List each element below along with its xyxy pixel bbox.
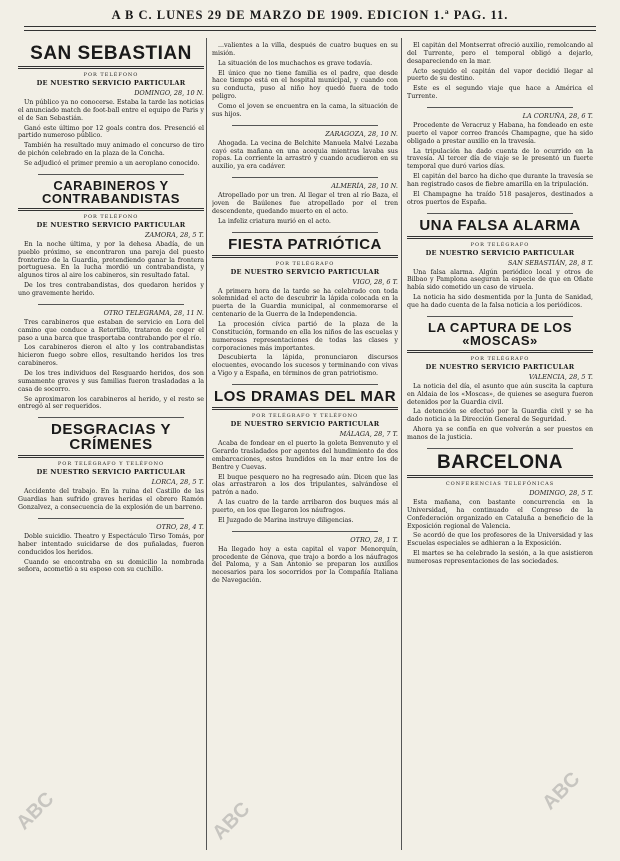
article-body: [212, 42, 398, 119]
service-line: DE NUESTRO SERVICIO PARTICULAR: [36, 220, 186, 229]
article: [18, 523, 204, 574]
paragraph: La noticia del día, el asunto que aún suscita la captura en Aldaia de los «Moscas», de quienes se asegura fueron detenidos por la Guardia civil.: [407, 382, 593, 406]
paragraph: La infeliz criatura murió en el acto.: [218, 217, 331, 225]
headline-rule: [18, 66, 204, 69]
dispatch-via: POR TELÉGRAFO: [470, 241, 530, 248]
paragraph: A las cuatro de la tarde arribaron dos buques más al puerto, en los que llegaron los náufragos.: [212, 499, 398, 514]
article-divider: [38, 518, 184, 519]
article-body: [407, 499, 593, 566]
article-body: [18, 319, 204, 411]
dispatch-via: POR TELÉGRAFO: [470, 355, 530, 362]
watermark-left: ABC: [12, 788, 59, 835]
header-rule-bottom: [24, 30, 596, 31]
article-body: [212, 288, 398, 378]
paragraph: Esta mañana, con bastante concurrencia en la Universidad, ha continuado el Congreso de la Confederación organizado en Cataluña a beneficio de la Exposición regional de Valencia.: [407, 498, 593, 530]
article: [18, 309, 204, 411]
article-divider: [38, 417, 184, 418]
header-rule-top: [24, 26, 596, 27]
paragraph: Ha llegado hoy a esta capital el vapor Menorquín, procedente de Génova, que trajo a bordo a los náufragos del Paloma, y a San Antonio se preparan los auxilios necesarios para los socorridos por la Compañía Italiana de Navegación.: [212, 545, 398, 585]
page-header: A B C. LUNES 29 DE MARZO DE 1909. EDICION 1.ª PAG. 11.: [111, 8, 509, 22]
article-body: [407, 269, 593, 310]
dateline: OTRO TELEGRAMA, 28, 11 N.: [103, 308, 204, 317]
article: [407, 453, 593, 566]
article: [407, 42, 593, 101]
article-body: [407, 383, 593, 442]
article-divider: [232, 125, 378, 126]
article-divider: [232, 531, 378, 532]
article-divider: [38, 174, 184, 175]
paragraph: Como el joven se encuentra en la cama, la situación de sus hijos.: [212, 103, 398, 118]
column-divider-1: [206, 38, 207, 850]
dateline: ZAMORA, 28, 5 T.: [145, 230, 204, 239]
article: [212, 182, 398, 225]
paragraph: Se adjudicó el primer premio a un aeroplano conocido.: [24, 160, 200, 168]
paragraph: La procesión cívica partió de la plaza de la Constitución, formando en ella los niños de las escuelas y numerosas representaciones de todas las clases y corporaciones más importantes.: [212, 321, 398, 352]
dispatch-via: POR TELÉGRAFO Y TELÉFONO: [251, 413, 359, 420]
service-line: DE NUESTRO SERVICIO PARTICULAR: [36, 468, 186, 477]
paragraph: Un público ya no conocerse. Estaba la tarde las noticias el anunciado match de foot-ball entre el equipo de Paris y el de San Sebastián.: [18, 99, 204, 122]
paragraph: Se aproximaron los carabineros al herido, y el resto se entregó al ser requeridos.: [18, 395, 204, 411]
dateline: ZARAGOZA, 28, 10 N.: [325, 129, 398, 138]
paragraph: El Champagne ha traído 518 pasajeros, destinados a otros puertos de España.: [407, 190, 593, 206]
paragraph: La tripulación ha dado cuenta de lo ocurrido en la travesía. Al tercer día de viaje se le presentó un fuerte temporal que duró varios días.: [407, 147, 593, 171]
paragraph: En la noche última, y por la dehesa Abadía, de un pueblo próximo, se encontraron una pareja del puesto fronterizo de la Guardia, pretendiendo ganar la frontera portuguesa. En la lucha mordió un contrabandista, y algunos tiros al aire los cabineros, sin resultado fatal.: [18, 240, 204, 280]
paragraph: Una falsa alarma. Algún periódico local y otros de Bilbao y Pamplona aseguran la especie de que en Oñate había sido cometido un caso de viruela.: [407, 268, 593, 292]
article-body: [212, 440, 398, 525]
service-line: DE NUESTRO SERVICIO PARTICULAR: [425, 248, 575, 257]
article-headline: SAN SEBASTIAN: [30, 43, 192, 64]
paragraph: A primera hora de la tarde se ha celebrado con toda solemnidad el acto de descubrir la lápida colocada en la puerta de la Guardia municipal, al conmemorarse el centenario de la Guerra de la Independencia.: [212, 287, 398, 319]
headline-rule: [18, 208, 204, 211]
paragraph: Doble suicidio. Theatro y Espectáculo Tirso Tomás, por haber intentado suicidarse de dos puñaladas, fueron conducidos los heridos.: [18, 532, 204, 556]
article-divider: [427, 107, 573, 108]
article-divider: [232, 232, 378, 233]
article-body: [18, 533, 204, 574]
article: [407, 112, 593, 207]
article: [18, 422, 204, 512]
article-headline: CARABINEROS Y CONTRABANDISTAS: [42, 177, 180, 206]
paragraph: El martes se ha celebrado la sesión, a la que asistieron numerosas representaciones de las sociedades.: [407, 550, 593, 565]
paragraph: Cuando se encontraba en su domicilio la nombrada señora, acometió a su esposo con su cuchillo.: [18, 558, 204, 574]
article: [407, 321, 593, 442]
article-headline: UNA FALSA ALARMA: [419, 216, 581, 234]
paragraph: ...valientes a la villa, después de cuatro buques en su misión.: [212, 42, 398, 57]
article: [212, 237, 398, 378]
headline-rule: [407, 475, 593, 478]
paragraph: El Juzgado de Marina instruye diligencias.: [218, 516, 354, 524]
dispatch-via: POR TELÉFONO: [83, 213, 139, 220]
article-headline: FIESTA PATRIÓTICA: [228, 235, 382, 253]
dateline: OTRO, 28, 4 T.: [156, 522, 204, 531]
headline-rule: [407, 236, 593, 239]
paragraph: Se acordó de que los profesores de la Universidad y las Escuelas especiales se adhieran a la Exposición.: [407, 532, 593, 548]
article-body: [18, 241, 204, 298]
paragraph: Este es el segundo viaje que hace a América el Turrente.: [407, 85, 593, 101]
watermark-right: ABC: [538, 768, 585, 815]
paragraph: El capitán del barco ha dicho que durante la travesía se han registrado casos de fiebre amarilla en la tripulación.: [407, 173, 593, 189]
dispatch-via: POR TELÉGRAFO Y TELÉFONO: [57, 461, 165, 468]
article-body: [407, 122, 593, 207]
dateline: LORCA, 28, 5 T.: [151, 478, 204, 487]
dispatch-via: POR TELÉGRAFO: [275, 260, 335, 267]
paragraph: Accidente del trabajo. En la ruina del Castillo de las Guardias han sufrido graves heridas el obrero Ramón Gonzalvez, a consecuencia de la explosión de un barreno.: [18, 488, 204, 512]
headline-rule: [212, 255, 398, 258]
paragraph: La detención se efectuó por la Guardia civil y se ha dado noticia a la Dirección General de Seguridad.: [407, 408, 593, 424]
service-line: DE NUESTRO SERVICIO PARTICULAR: [230, 267, 380, 276]
article-headline: LOS DRAMAS DEL MAR: [213, 388, 397, 406]
article-headline: DESGRACIAS Y CRÍMENES: [51, 421, 171, 454]
paragraph: Los carabineros dieron el alto y los contrabandistas hicieron fuego sobre ellos, resultando heridos los tres carabineros.: [18, 344, 204, 368]
article-divider: [427, 213, 573, 214]
column-1: [18, 42, 204, 852]
article-headline: LA CAPTURA DE LOS «MOSCAS»: [427, 319, 573, 348]
dateline: SAN SEBASTIÁN, 28, 8 T.: [507, 258, 593, 267]
service-line: DE NUESTRO SERVICIO PARTICULAR: [425, 362, 575, 371]
paragraph: El buque pesquero no ha regresado aún. Dicen que las olas arrastraron a los dos tripulantes, salvándose el patrón a nado.: [212, 473, 398, 497]
paragraph: Ahogada. La vecina de Belchite Manuela Malvé Lezaba cayó esta mañana en una acequia mientras lavaba sus ropas. La corriente la arrastró y cuando acudieron en su auxilio, ya era cadáver.: [212, 139, 398, 171]
dateline: LA CORUÑA, 28, 6 T.: [522, 112, 593, 121]
paragraph: También ha resultado muy animado el concurso de tiro de pichón celebrado en la plaza de la Concha.: [18, 142, 204, 158]
article-body: [18, 488, 204, 512]
paragraph: El único que no tiene familia es el padre, que desde hace tiempo está en el hospital municipal, y cuando con su conducta, puso al niño hoy quedó fuera de todo peligro.: [212, 69, 398, 101]
paragraph: El capitán del Montserrat ofreció auxilio, remolcando al del Turrente, pero el temporal obligó a dejarlo, desapareciendo en la mar.: [407, 42, 593, 65]
article: [18, 179, 204, 298]
article-divider: [232, 384, 378, 385]
watermark-middle: ABC: [208, 798, 255, 845]
paragraph: Ganó este último por 12 goals contra dos. Presenció el partido numeroso público.: [18, 124, 204, 140]
dispatch-via: CONFERENCIAS TELEFÓNICAS: [445, 480, 555, 487]
article-divider: [38, 304, 184, 305]
dateline: VIGO, 28, 6 T.: [352, 277, 398, 286]
service-line: DE NUESTRO SERVICIO PARTICULAR: [230, 420, 380, 429]
headline-rule: [212, 407, 398, 410]
column-3: [407, 42, 593, 852]
article-divider: [427, 316, 573, 317]
column-2: [212, 42, 398, 852]
article: [18, 44, 204, 168]
paragraph: De los tres contrabandistas, dos quedaron heridos y uno gravemente herido.: [18, 282, 204, 298]
paragraph: La noticia ha sido desmentida por la Junta de Sanidad, que ha dado cuenta de la falsa noticia a los periódicos.: [407, 294, 593, 310]
article-headline: BARCELONA: [437, 451, 563, 473]
paragraph: De los tres individuos del Resguardo heridos, dos son sumamente graves y sus familias fueron trasladadas a la casa de socorro.: [18, 370, 204, 393]
paragraph: La situación de los muchachos es grave todavía.: [218, 59, 373, 67]
article-body: [212, 140, 398, 171]
paragraph: Acaba de fondear en el puerto la goleta Benvenuto y el Gerardo trasladados por agentes del hundimiento de dos embarcaciones, estos hundidos en la mar entre los de Bentre y Cuevas.: [212, 440, 398, 471]
article-divider: [232, 177, 378, 178]
paragraph: Acto seguido el capitán del vapor decidió llegar al puerto de su destino.: [407, 67, 593, 83]
paragraph: Ahora ya se confía en que volverán a ser puestos en manos de la justicia.: [407, 426, 593, 442]
article: [407, 218, 593, 310]
dispatch-via: POR TELÉFONO: [83, 72, 139, 78]
article: [212, 42, 398, 119]
headline-rule: [18, 455, 204, 458]
paragraph: Procedente de Veracruz y Habana, ha fondeado en este puerto el vapor correo francés Champagne, que ha sido obligado a prestar auxilio en la travesía.: [407, 122, 593, 145]
paragraph: Tres carabineros que estaban de servicio en Lora del camino que conduce a Retortillo, trataron de coger el paso a una barca que trasportaba contrabando por el río.: [18, 318, 204, 342]
article: [212, 536, 398, 585]
dateline: ALMERÍA, 28, 10 N.: [331, 182, 398, 191]
article: [212, 130, 398, 171]
article-body: [212, 192, 398, 225]
article-body: [18, 99, 204, 168]
dateline: MÁLAGA, 28, 7 T.: [339, 430, 398, 439]
dateline: OTRO, 28, 1 T.: [350, 535, 398, 544]
dateline: VALENCIA, 28, 5 T.: [528, 372, 593, 381]
dateline: DOMINGO, 28, 5 T.: [529, 488, 593, 497]
article: [212, 389, 398, 525]
dateline: DOMINGO, 28, 10 N.: [134, 89, 204, 97]
headline-rule: [407, 350, 593, 353]
paragraph: Atropellado por un tren. Al llegar el tren al río Baza, el joven de Baúlenes fue atropellado por el tren descendente, quedando muerto en el acto.: [212, 192, 398, 215]
article-body: [212, 546, 398, 585]
paragraph: Descubierta la lápida, pronunciaron discursos elocuentes, evocando los sucesos y terminando con vivas a Vigo y a España, en términos de gran patriotismo.: [212, 354, 398, 378]
column-divider-2: [401, 38, 402, 850]
article-body: [407, 42, 593, 101]
service-line: DE NUESTRO SERVICIO PARTICULAR: [36, 79, 186, 87]
article-divider: [427, 448, 573, 449]
